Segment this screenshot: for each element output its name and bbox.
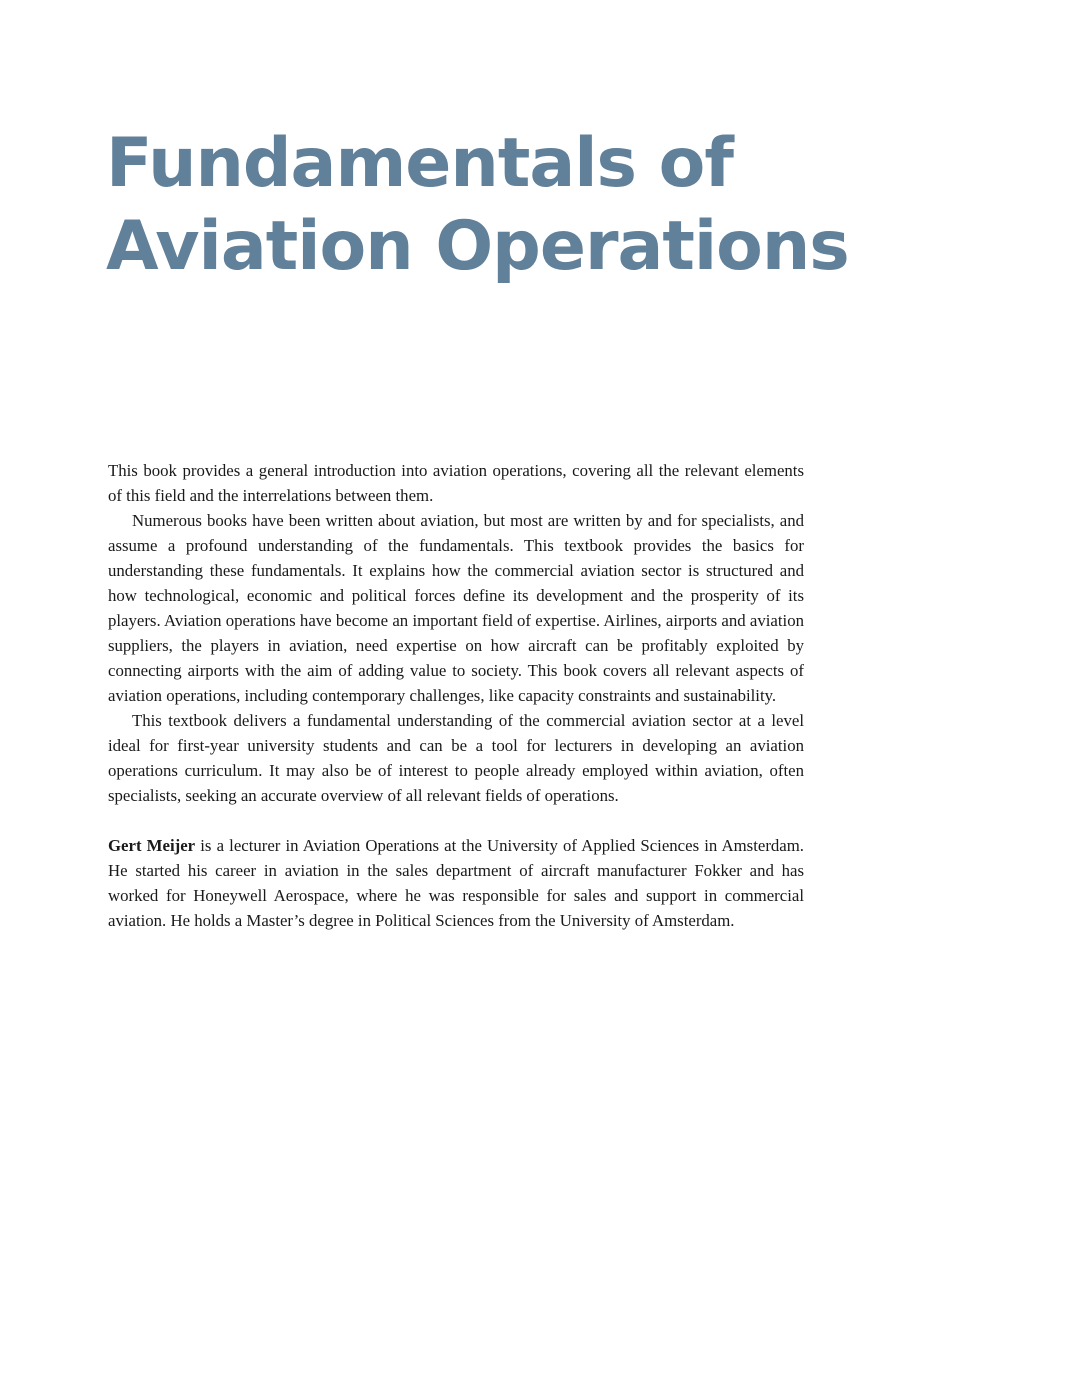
book-title xyxy=(106,122,866,288)
description-paragraph-2: Numerous books have been written about aviation, but most are written by and for specialists, and assume a profound understanding of the fundamentals. This textbook provides the basics for understanding these fundamentals. It explains how the commercial aviation sector is structured and how technological, economic and political forces define its development and the prosperity of its players. Aviation operations have become an important field of expertise. Airlines, airports and aviation suppliers, the players in aviation, need expertise on how aircraft can be profitably exploited by connecting airports with the aim of adding value to society. This book covers all relevant aspects of aviation operations, including contemporary challenges, like capacity constraints and sustainability. xyxy=(108,511,804,705)
description-paragraph-1: This book provides a general introduction into aviation operations, covering all the relevant elements of this field and the interrelations between them. xyxy=(108,461,804,505)
book-description xyxy=(108,458,804,933)
author-bio xyxy=(108,833,804,933)
book-title-line-1: Fundamentals of xyxy=(106,124,733,203)
description-paragraph-3: This textbook delivers a fundamental understanding of the commercial aviation sector at a level ideal for first-year university students and can be a tool for lecturers in developing an aviation operations curriculum. It may also be of interest to people already employed within aviation, often specialists, seeking an accurate overview of all relevant fields of operations. xyxy=(108,711,804,805)
author-bio-text: is a lecturer in Aviation Operations at the University of Applied Sciences in Amsterdam. He started his career in aviation in the sales department of aircraft manufacturer Fokker and has worked for Honeywell Aerospace, where he was responsible for sales and support in commercial aviation. He holds a Master’s degree in Political Sciences from the University of Amsterdam. xyxy=(108,836,804,930)
author-name: Gert Meijer xyxy=(108,836,196,855)
book-title-line-2: Aviation Operations xyxy=(106,207,849,286)
